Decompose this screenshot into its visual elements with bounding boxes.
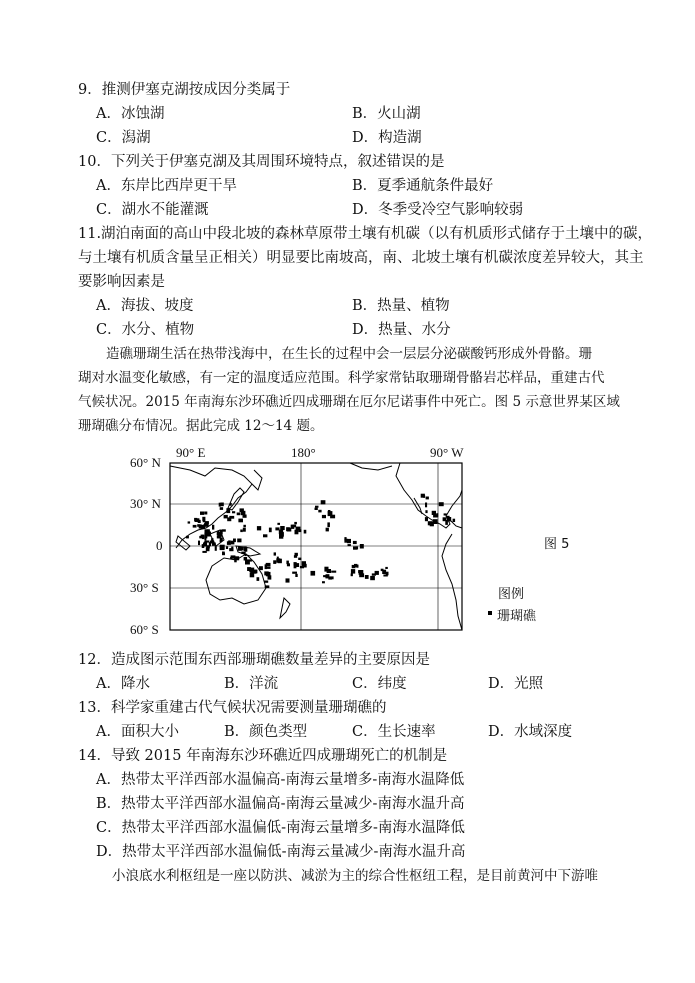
- passage-1-line-2: 瑚对水温变化敏感，有一定的温度适应范围。科学家常钻取珊瑚骨骼岩芯样品，重建古代: [78, 370, 605, 386]
- reef-mark: [265, 585, 270, 588]
- lat-label-30s: 30° S: [130, 580, 159, 595]
- reef-mark: [444, 513, 447, 515]
- reef-mark: [296, 563, 300, 567]
- reef-mark: [370, 576, 375, 580]
- reef-mark: [220, 545, 225, 550]
- reef-mark: [237, 539, 241, 543]
- reef-mark: [298, 558, 301, 560]
- reef-mark: [428, 521, 433, 525]
- land-outlines: [170, 463, 462, 630]
- reef-mark: [385, 567, 388, 569]
- reef-mark: [241, 552, 245, 554]
- figure-caption: 图 5: [544, 537, 570, 552]
- q12-option-a: A．降水: [96, 676, 150, 692]
- lat-label-60n: 60° N: [130, 455, 161, 470]
- reef-mark: [326, 528, 329, 532]
- reef-mark: [226, 546, 228, 549]
- q13-option-b: B．颜色类型: [224, 724, 308, 740]
- reef-mark: [238, 519, 243, 523]
- q13-option-d: D．水域深度: [488, 724, 573, 740]
- reef-mark: [257, 577, 260, 581]
- reef-mark: [286, 578, 290, 582]
- reef-mark: [219, 503, 221, 507]
- reef-mark: [439, 502, 444, 506]
- reef-mark: [278, 559, 282, 564]
- reef-mark: [383, 575, 387, 577]
- reef-mark: [257, 526, 261, 530]
- reef-mark: [445, 520, 448, 525]
- reef-mark: [315, 506, 319, 508]
- reef-mark: [321, 500, 326, 504]
- reef-mark: [220, 540, 222, 542]
- reef-mark: [304, 530, 307, 534]
- reef-mark: [328, 510, 331, 513]
- reef-mark: [193, 525, 197, 528]
- reef-mark: [279, 534, 283, 539]
- reef-mark: [224, 515, 228, 519]
- passage-1-line-4: 珊瑚礁分布情况。据此完成 12～14 题。: [78, 418, 324, 434]
- q12-option-d: D．光照: [488, 676, 544, 692]
- reef-mark: [382, 570, 386, 574]
- reef-mark: [295, 530, 299, 535]
- reef-mark: [353, 547, 358, 550]
- q11-option-b: B．热量、植物: [352, 298, 450, 314]
- reef-mark: [433, 519, 438, 524]
- reef-mark: [425, 517, 428, 521]
- reef-mark: [204, 524, 208, 527]
- q11-option-d: D．热量、水分: [352, 322, 451, 338]
- reef-mark: [302, 564, 307, 568]
- reef-mark: [322, 515, 326, 518]
- reef-mark: [194, 518, 197, 521]
- q14-option-c: C．热带太平洋西部水温偏低-南海云量增多-南海水温降低: [96, 820, 465, 836]
- reef-mark: [280, 526, 285, 530]
- reef-mark: [353, 541, 357, 544]
- reef-mark: [215, 546, 217, 551]
- lat-label-equator: 0: [156, 538, 163, 553]
- reef-mark: [232, 511, 235, 513]
- question-11-stem-line-1: 11.湖泊南面的高山中段北坡的森林草原带土壤有机碳（以有机质形式储存于土壤中的碳，: [78, 226, 653, 242]
- reef-mark: [241, 547, 244, 551]
- q10-option-b: B．夏季通航条件最好: [352, 178, 494, 194]
- passage-1-line-3: 气候状况。2015 年南海东沙环礁近四成珊瑚在厄尔尼诺事件中死亡。图 5 示意世界某区域: [78, 394, 620, 410]
- lon-label-90w: 90° W: [430, 445, 464, 460]
- q9-option-d: D．构造湖: [352, 130, 422, 146]
- question-11-stem-line-3: 要影响因素是: [78, 274, 165, 290]
- reef-mark: [227, 517, 231, 521]
- reef-mark: [222, 552, 225, 555]
- japan-island: [228, 488, 244, 510]
- lon-label-180: 180°: [291, 445, 316, 460]
- reef-mark: [426, 497, 429, 500]
- reef-mark: [206, 545, 210, 548]
- reef-mark: [220, 507, 223, 510]
- reef-mark: [240, 530, 243, 533]
- reef-mark: [323, 575, 326, 577]
- reef-mark: [188, 521, 191, 523]
- reef-mark: [230, 557, 233, 559]
- q13-option-c: C．生长速率: [352, 724, 436, 740]
- reef-mark: [351, 574, 353, 577]
- reef-mark: [253, 570, 257, 574]
- reef-mark: [266, 572, 271, 576]
- reef-mark: [230, 503, 232, 506]
- reef-mark: [199, 525, 203, 529]
- reef-mark: [205, 521, 209, 524]
- q12-option-c: C．纬度: [352, 676, 407, 692]
- reef-mark: [202, 535, 204, 540]
- reef-mark: [277, 523, 280, 525]
- reef-mark: [234, 558, 237, 563]
- reef-mark: [217, 532, 221, 535]
- reef-mark: [233, 539, 236, 543]
- reef-mark: [259, 566, 263, 570]
- reef-mark: [279, 530, 283, 535]
- reef-mark: [318, 510, 321, 513]
- reef-mark: [295, 574, 297, 577]
- north-america-coast: [396, 463, 462, 528]
- q10-option-d: D．冬季受冷空气影响较弱: [352, 202, 524, 218]
- passage-2-line-1: 小浪底水利枢纽是一座以防洪、减淤为主的综合性枢纽工程，是目前黄河中下游唯: [112, 868, 598, 884]
- reef-mark: [202, 551, 206, 553]
- reef-mark: [241, 511, 244, 515]
- reef-mark: [244, 547, 247, 552]
- reef-mark: [294, 522, 297, 524]
- question-11-stem-line-2: 与土壤有机质含量呈正相关）明显要比南坡高，南、北坡土壤有机碳浓度差异较大，其主: [78, 250, 644, 266]
- reef-mark: [274, 552, 276, 555]
- reef-mark: [273, 560, 276, 564]
- q10-option-a: A．东岸比西岸更干旱: [96, 178, 237, 194]
- q14-option-b: B．热带太平洋西部水温偏高-南海云量减少-南海水温升高: [96, 796, 465, 812]
- reef-mark: [315, 508, 318, 510]
- reef-mark: [269, 528, 272, 533]
- reef-mark: [265, 564, 267, 569]
- question-13-stem: 13．科学家重建古代气候状况需要测量珊瑚礁的: [78, 700, 387, 716]
- question-9-stem: 9．推测伊塞克湖按成因分类属于: [78, 82, 291, 98]
- reef-mark: [293, 525, 297, 528]
- passage-1-line-1: 造礁珊瑚生活在热带浅海中，在生长的过程中会一层层分泌碳酸钙形成外骨骼。珊: [106, 346, 592, 362]
- reef-mark: [360, 544, 364, 549]
- reef-mark: [327, 522, 330, 527]
- reef-mark: [287, 528, 292, 532]
- question-12-stem: 12．造成图示范围东西部珊瑚礁数量差异的主要原因是: [78, 652, 430, 668]
- reef-mark: [212, 543, 216, 546]
- q12-option-b: B．洋流: [224, 676, 279, 692]
- reef-mark: [206, 532, 211, 537]
- reef-mark: [198, 541, 200, 546]
- reef-mark: [286, 561, 289, 565]
- reef-mark: [421, 494, 425, 498]
- reef-mark: [329, 576, 334, 579]
- coral-reef-marks: [186, 494, 455, 588]
- lon-label-90e: 90° E: [176, 445, 206, 460]
- reef-mark: [245, 560, 250, 565]
- reef-mark: [292, 572, 297, 574]
- reef-mark: [204, 512, 207, 515]
- q11-option-a: A．海拔、坡度: [96, 298, 194, 314]
- reef-mark: [352, 565, 356, 568]
- south-america-coast: [442, 534, 462, 630]
- reef-mark: [212, 525, 214, 530]
- legend-title: 图例: [498, 587, 525, 602]
- reef-mark: [198, 520, 201, 523]
- q9-option-b: B．火山湖: [352, 106, 421, 122]
- lat-label-30n: 30° N: [130, 496, 161, 511]
- lat-label-60s: 60° S: [130, 622, 159, 637]
- reef-mark: [436, 513, 438, 517]
- reef-mark: [425, 510, 427, 513]
- q14-option-d: D．热带太平洋西部水温偏低-南海云量减少-南海水温升高: [96, 844, 466, 860]
- caribbean-coast: [450, 520, 462, 528]
- reef-mark: [453, 519, 456, 522]
- reef-mark: [228, 540, 231, 544]
- q13-option-a: A．面积大小: [96, 724, 179, 740]
- q10-option-c: C．湖水不能灌溉: [96, 202, 209, 218]
- reef-mark: [356, 565, 358, 568]
- reef-mark: [237, 513, 241, 516]
- legend-reef-mark: [488, 611, 492, 615]
- q11-option-c: C．水分、植物: [96, 322, 195, 338]
- reef-mark: [324, 567, 328, 572]
- reef-mark: [186, 536, 189, 539]
- reef-mark: [348, 544, 351, 546]
- reef-mark: [425, 503, 427, 508]
- reef-mark: [263, 534, 267, 537]
- reef-mark: [294, 555, 297, 558]
- q14-option-a: A．热带太平洋西部水温偏高-南海云量增多-南海水温降低: [96, 772, 465, 788]
- reef-mark: [322, 581, 325, 583]
- question-14-stem: 14．导致 2015 年南海东沙环礁近四成珊瑚死亡的机制是: [78, 748, 448, 764]
- q9-option-c: C．潟湖: [96, 130, 151, 146]
- reef-mark: [264, 581, 268, 583]
- reef-mark: [245, 554, 247, 556]
- reef-mark: [231, 547, 233, 551]
- reef-mark: [202, 544, 205, 548]
- reef-mark: [204, 542, 206, 544]
- reef-mark: [331, 571, 336, 573]
- alaska-coast: [350, 463, 392, 470]
- reef-mark: [311, 571, 316, 576]
- reef-mark: [200, 512, 204, 515]
- kamchatka-peninsula: [252, 470, 262, 490]
- map-frame: [170, 463, 462, 630]
- reef-mark: [365, 575, 369, 579]
- reef-mark: [226, 508, 230, 513]
- reef-mark: [375, 571, 379, 575]
- reef-mark: [330, 515, 335, 519]
- reef-mark: [296, 527, 301, 531]
- legend-item-label: 珊瑚礁: [497, 609, 537, 624]
- question-10-stem: 10．下列关于伊塞克湖及其周围环境特点，叙述错误的是: [78, 154, 445, 170]
- q9-option-a: A．冰蚀湖: [96, 106, 165, 122]
- reef-mark: [243, 525, 246, 527]
- reef-mark: [347, 539, 351, 543]
- reef-mark: [243, 528, 246, 532]
- new-zealand: [280, 598, 290, 618]
- reef-mark: [359, 573, 364, 577]
- reef-mark: [358, 570, 360, 573]
- reef-mark: [351, 569, 355, 574]
